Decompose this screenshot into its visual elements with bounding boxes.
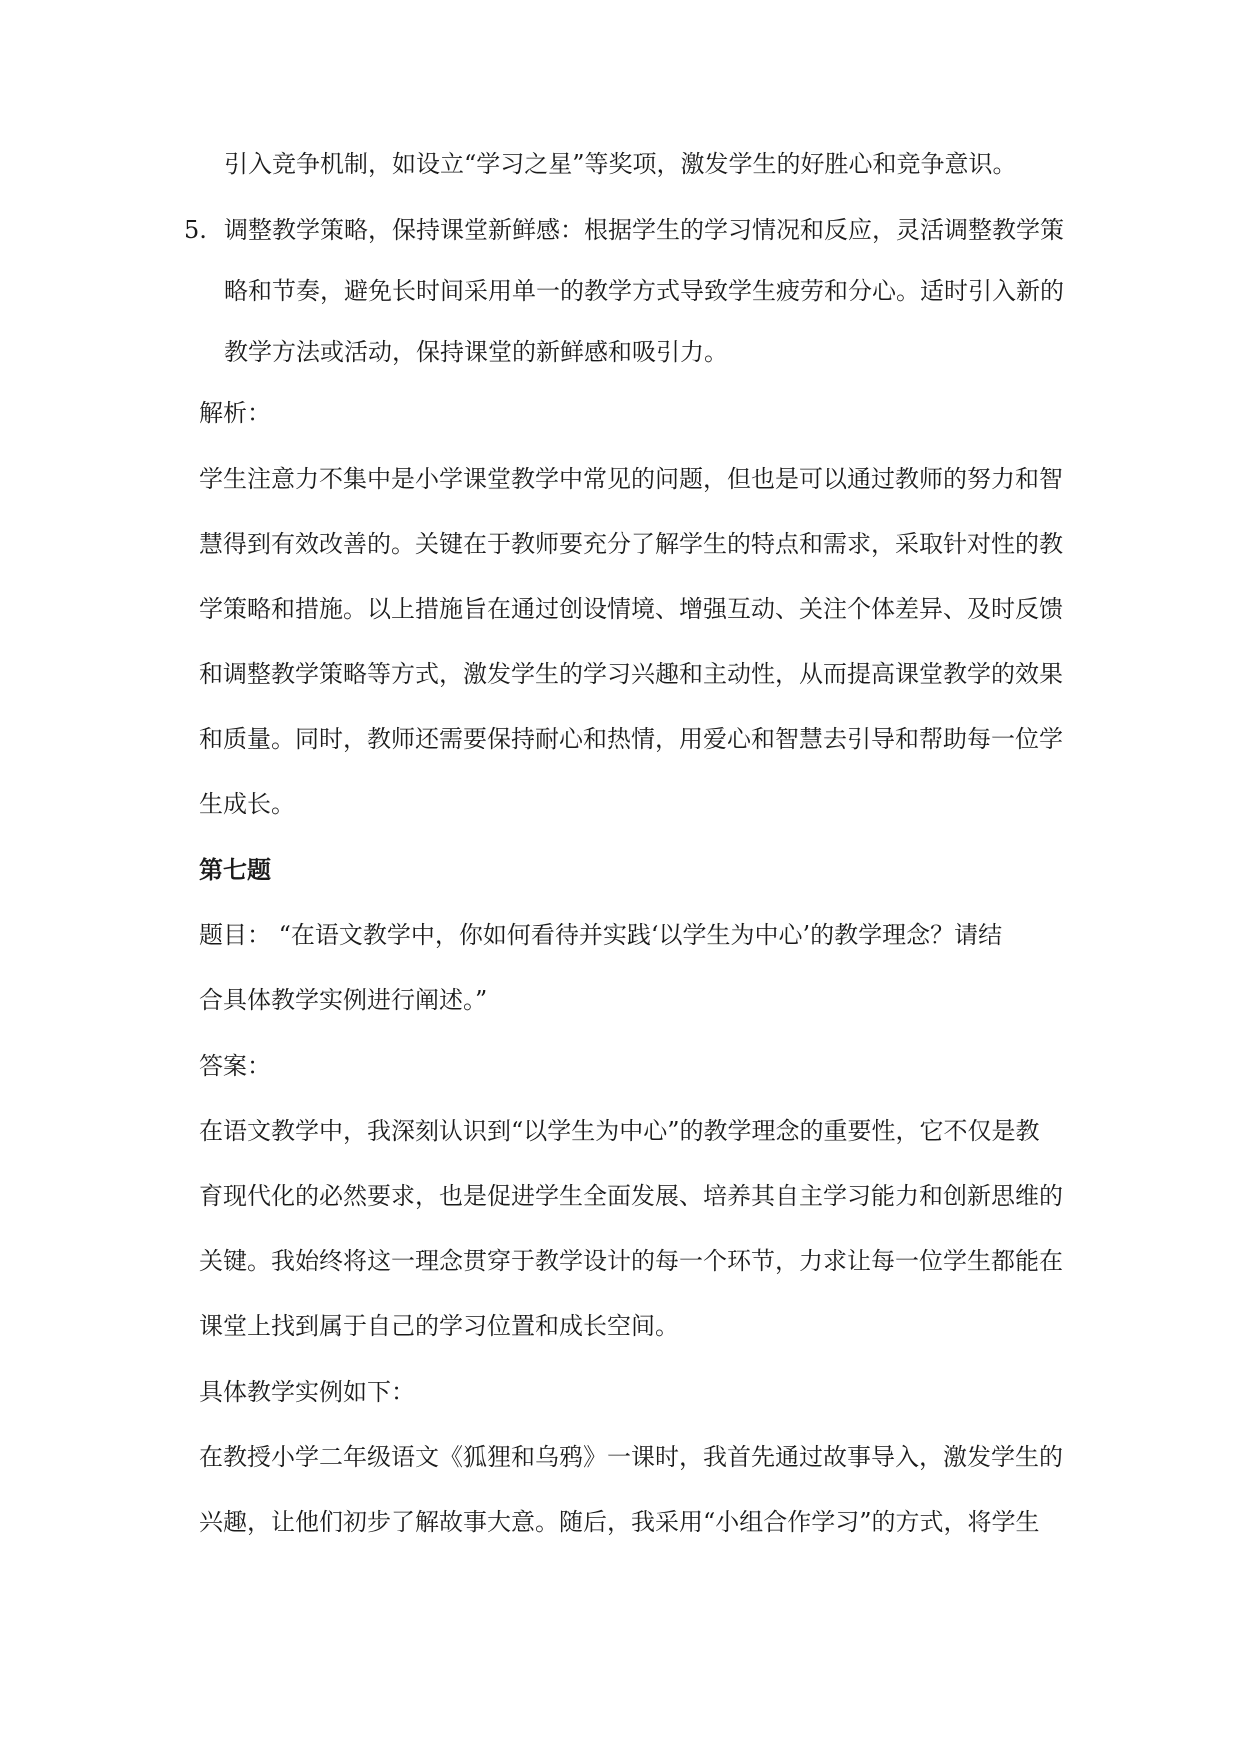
example-line-1: 在教授小学二年级语文《狐狸和乌鸦》一课时，我首先通过故事导入，激发学生的 [199,1443,1063,1471]
list-item-5-line-2: 略和节奏，避免长时间采用单一的教学方式导致学生疲劳和分心。适时引入新的 [224,277,1064,305]
analysis-line-5: 和质量。同时，教师还需要保持耐心和热情，用爱心和智慧去引导和帮助每一位学 [199,725,1063,753]
analysis-line-2: 慧得到有效改善的。关键在于教师要充分了解学生的特点和需求，采取针对性的教 [199,530,1063,558]
question-7-prompt-line-2: 合具体教学实例进行阐述。” [199,986,488,1014]
answer-line-1: 在语文教学中，我深刻认识到“以学生为中心”的教学理念的重要性，它不仅是教 [199,1117,1040,1145]
list-item-5-number: 5. [184,216,207,244]
answer-label: 答案： [199,1052,271,1080]
list-item-5-line-1 [184,214,1084,246]
list-item-5-line-3: 教学方法或活动，保持课堂的新鲜感和吸引力。 [224,338,728,366]
list-item-5-text-1: 调整教学策略，保持课堂新鲜感：根据学生的学习情况和反应，灵活调整教学策 [224,216,1064,244]
answer-line-4: 课堂上找到属于自己的学习位置和成长空间。 [199,1312,679,1340]
analysis-line-6: 生成长。 [199,790,295,818]
example-label: 具体教学实例如下： [199,1378,415,1406]
example-line-2: 兴趣，让他们初步了解故事大意。随后，我采用“小组合作学习”的方式，将学生 [199,1508,1040,1536]
analysis-label: 解析： [199,399,271,427]
item4-tail-text: 引入竞争机制，如设立“学习之星”等奖项，激发学生的好胜心和竞争意识。 [224,150,1017,178]
analysis-line-3: 学策略和措施。以上措施旨在通过创设情境、增强互动、关注个体差异、及时反馈 [199,595,1063,623]
answer-line-2: 育现代化的必然要求，也是促进学生全面发展、培养其自主学习能力和创新思维的 [199,1182,1063,1210]
analysis-line-1: 学生注意力不集中是小学课堂教学中常见的问题，但也是可以通过教师的努力和智 [199,465,1063,493]
question-7-heading: 第七题 [199,855,271,884]
question-7-prompt-line-1: 题目： “在语文教学中，你如何看待并实践‘以学生为中心’的教学理念？请结 [199,921,1003,949]
analysis-line-4: 和调整教学策略等方式，激发学生的学习兴趣和主动性，从而提高课堂教学的效果 [199,660,1063,688]
answer-line-3: 关键。我始终将这一理念贯穿于教学设计的每一个环节，力求让每一位学生都能在 [199,1247,1063,1275]
